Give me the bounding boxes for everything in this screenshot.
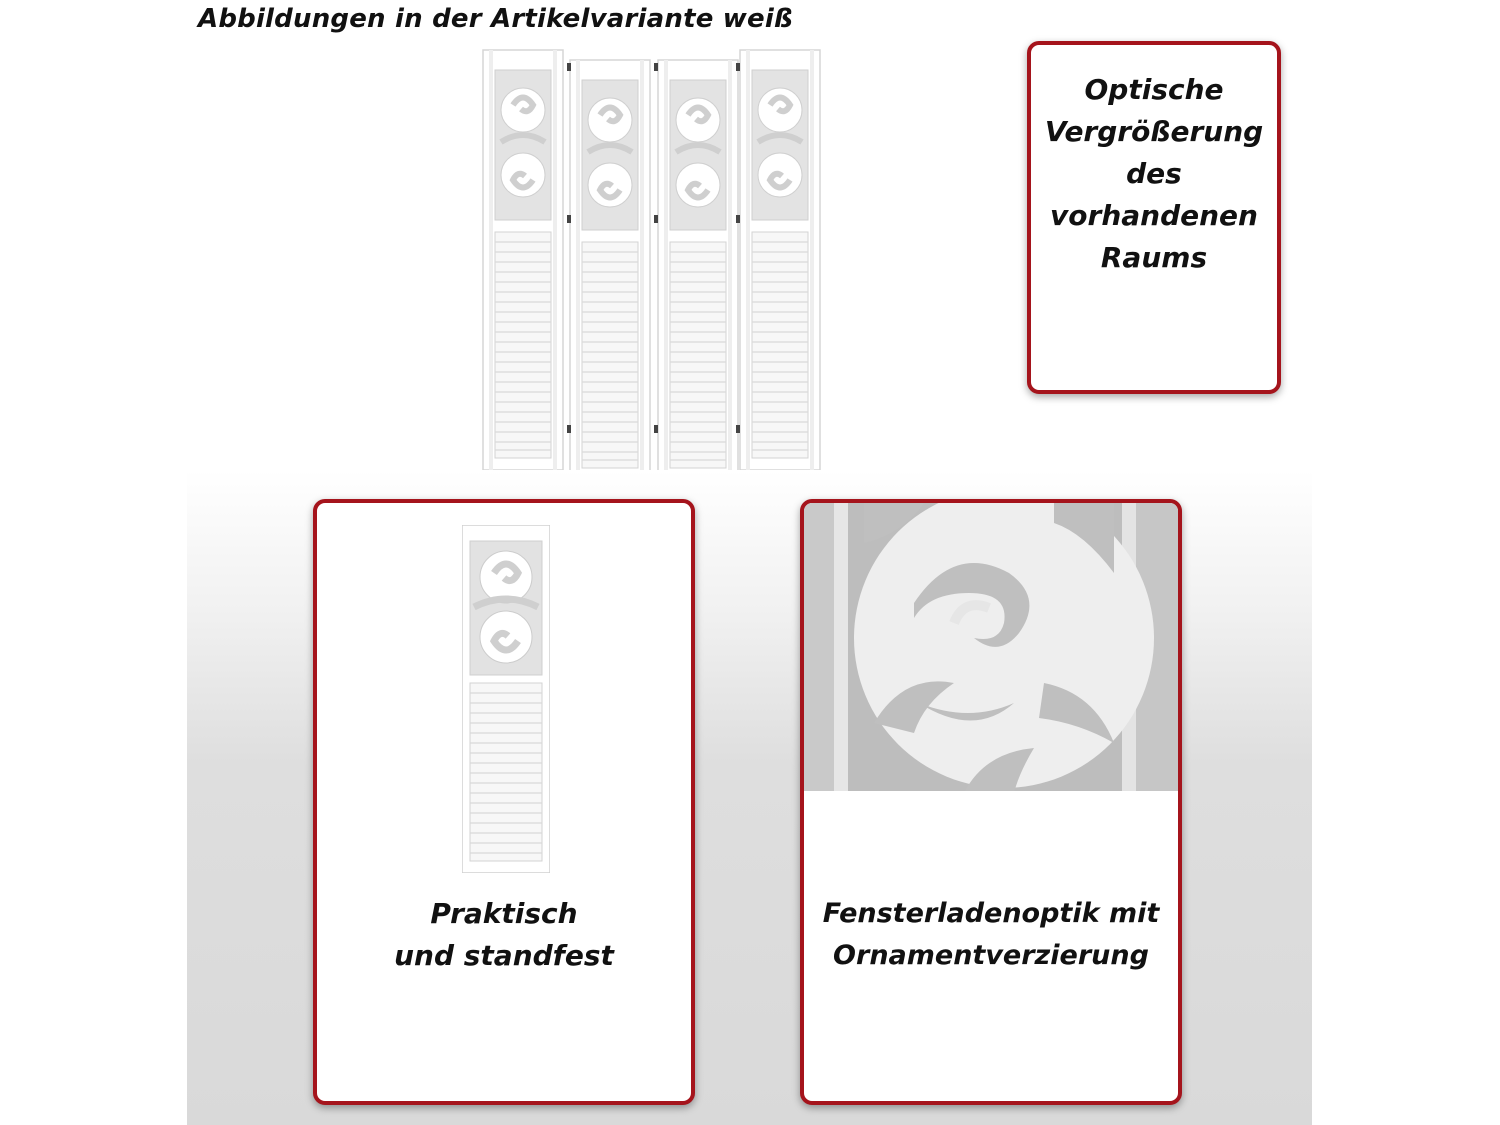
caption: Abbildungen in der Artikelvariante weiß (198, 4, 793, 34)
feature-text-space (1031, 69, 1277, 279)
folding-screen-image (478, 45, 833, 470)
card-line: Optische (1084, 73, 1224, 106)
feature-card-ornament (800, 499, 1182, 1105)
feature-text-stable (317, 893, 691, 977)
card-line: und standfest (394, 939, 614, 972)
single-panel-image (462, 525, 550, 873)
card-line: Raums (1100, 241, 1208, 274)
card-line: des (1126, 157, 1182, 190)
card-line: Vergrößerung (1044, 115, 1264, 148)
feature-text-ornament (804, 893, 1178, 977)
card-line: Ornamentverzierung (833, 940, 1149, 971)
card-line: Fensterladenoptik mit (822, 898, 1160, 929)
card-line: vorhandenen (1050, 199, 1258, 232)
ornament-detail-image (804, 503, 1178, 791)
feature-card-stable (313, 499, 695, 1105)
card-line: Praktisch (430, 897, 578, 930)
feature-card-space (1027, 41, 1281, 394)
